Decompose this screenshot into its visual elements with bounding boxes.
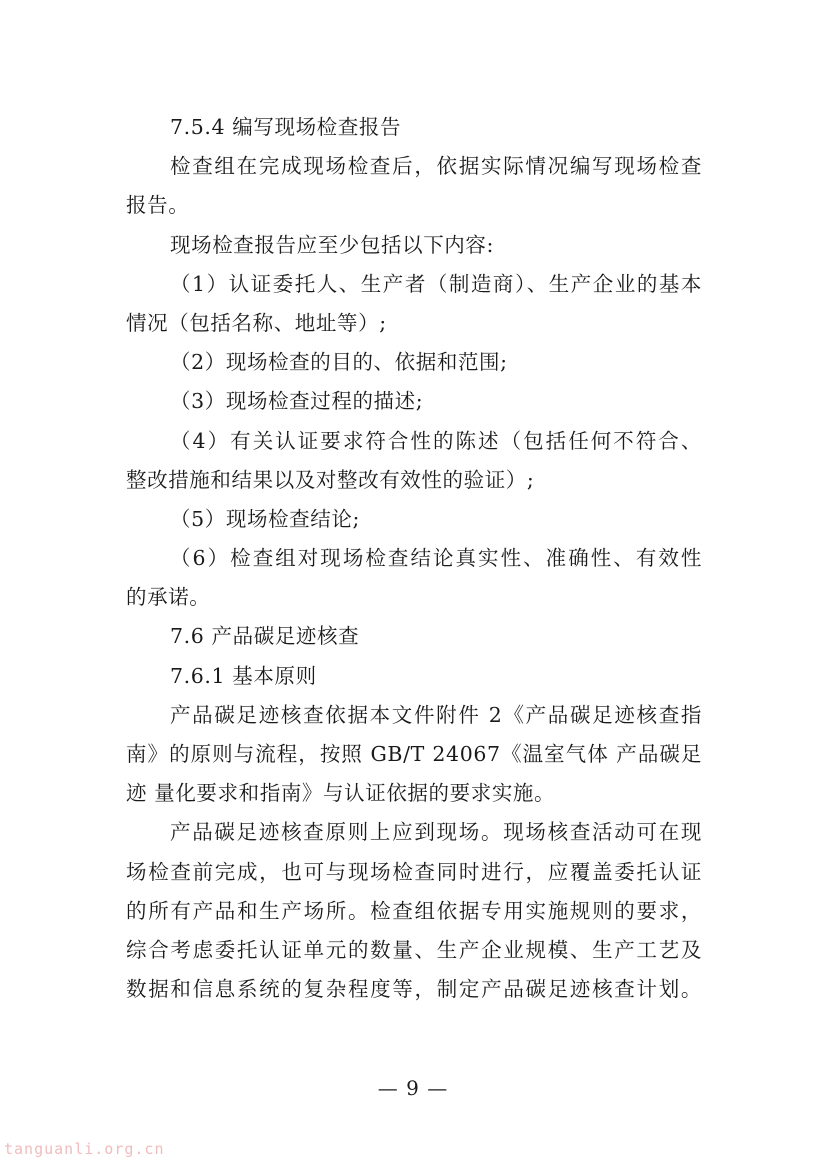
text-line: 数据和信息系统的复杂程度等，制定产品碳足迹核查计划。	[126, 977, 702, 1002]
text-line: 综合考虑委托认证单元的数量、生产企业规模、生产工艺及	[126, 937, 702, 962]
text-line: 情况（包括名称、地址等）;	[126, 310, 387, 335]
text-line: 检查组在完成现场检查后，依据实际情况编写现场检查	[170, 154, 702, 179]
text-line: 报告。	[126, 193, 190, 218]
text-line: 南》的原则与流程，按照 GB/T 24067《温室气体 产品碳足	[126, 742, 702, 766]
body-text	[126, 108, 702, 1009]
text-line: 的所有产品和生产场所。检查组依据专用实施规则的要求，	[126, 898, 702, 923]
text-line: （1）认证委托人、生产者（制造商）、生产企业的基本	[170, 271, 702, 296]
text-line: （4）有关认证要求符合性的陈述（包括任何不符合、	[170, 428, 702, 453]
text-line: 产品碳足迹核查原则上应到现场。现场核查活动可在现	[170, 820, 702, 845]
text-line: 7.5.4 编写现场检查报告	[170, 115, 402, 139]
text-line: 7.6 产品碳足迹核查	[170, 624, 360, 649]
text-line: 产品碳足迹核查依据本文件附件 2《产品碳足迹核查指	[170, 702, 702, 727]
page-number: — 9 —	[377, 1076, 449, 1100]
text-line: 迹 量化要求和指南》与认证依据的要求实施。	[126, 781, 556, 806]
text-line: 现场检查报告应至少包括以下内容:	[170, 232, 495, 257]
text-line: （6）检查组对现场检查结论真实性、准确性、有效性	[170, 546, 702, 571]
text-line: （2）现场检查的目的、依据和范围;	[170, 350, 508, 375]
text-line: 整改措施和结果以及对整改有效性的验证）;	[126, 467, 535, 492]
text-line: 7.6.1 基本原则	[170, 663, 317, 688]
text-line: （5）现场检查结论;	[170, 506, 360, 531]
text-line: 的承诺。	[126, 585, 211, 610]
text-line: 场检查前完成，也可与现场检查同时进行，应覆盖委托认证	[126, 859, 702, 884]
site-watermark: tanguanli.org.cn	[4, 1140, 165, 1158]
text-line: （3）现场检查过程的描述;	[170, 389, 424, 414]
